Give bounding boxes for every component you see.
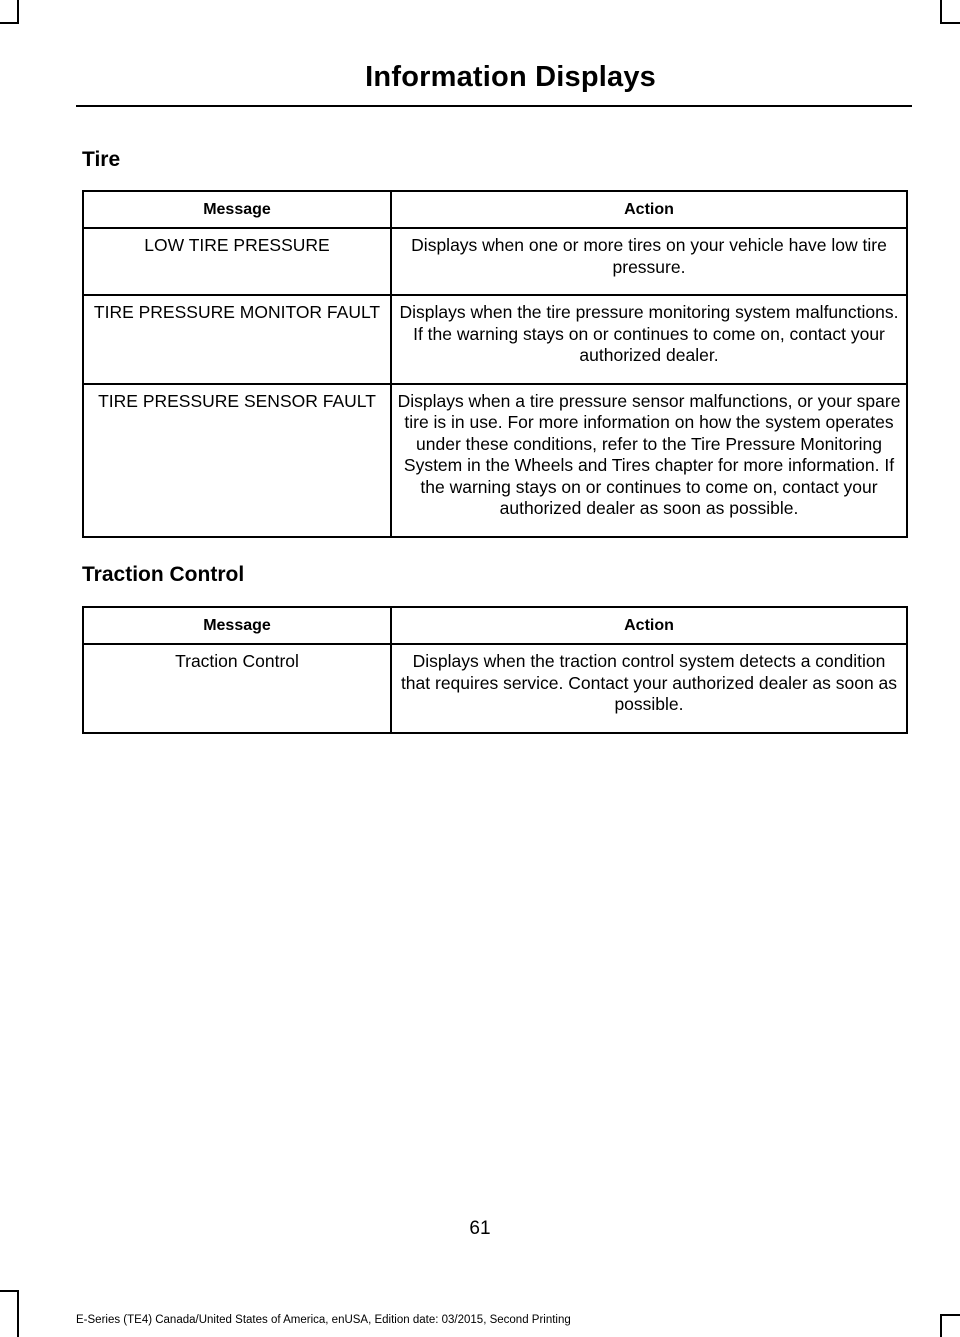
action-cell: Displays when one or more tires on your vehicle have low tire pressure. bbox=[391, 228, 907, 295]
crop-mark-bottom-right-vertical bbox=[940, 1314, 942, 1337]
message-cell: Traction Control bbox=[83, 644, 391, 733]
traction-control-message-table bbox=[82, 606, 908, 734]
column-header-message: Message bbox=[83, 191, 391, 228]
table-header-row bbox=[83, 607, 907, 644]
message-cell: LOW TIRE PRESSURE bbox=[83, 228, 391, 295]
crop-mark-bottom-left-vertical bbox=[17, 1290, 19, 1337]
action-cell: Displays when the traction control system detects a condition that requires service. Contact your authorized dealer as soon as possible. bbox=[391, 644, 907, 733]
section-heading-tire: Tire bbox=[82, 148, 121, 171]
column-header-message: Message bbox=[83, 607, 391, 644]
header-divider bbox=[76, 105, 912, 107]
table-row bbox=[83, 644, 907, 733]
crop-mark-top-right-horizontal bbox=[940, 22, 960, 24]
tire-message-table bbox=[82, 190, 908, 538]
table-row bbox=[83, 384, 907, 537]
table-row bbox=[83, 295, 907, 384]
crop-mark-bottom-right-horizontal bbox=[940, 1314, 960, 1316]
crop-mark-top-left-horizontal bbox=[0, 22, 19, 24]
table-row bbox=[83, 228, 907, 295]
action-cell: Displays when a tire pressure sensor malfunctions, or your spare tire is in use. For more information on how the system operates under these conditions, refer to the Tire Pressure Monitoring System in the Wheels and Tires chapter for more information. If the warning stays on or continues to come on, contact your authorized dealer as soon as possible. bbox=[391, 384, 907, 537]
crop-mark-top-right-vertical bbox=[940, 0, 942, 24]
message-cell: TIRE PRESSURE MONITOR FAULT bbox=[83, 295, 391, 384]
message-cell: TIRE PRESSURE SENSOR FAULT bbox=[83, 384, 391, 537]
page-number: 61 bbox=[469, 1218, 491, 1239]
column-header-action: Action bbox=[391, 607, 907, 644]
crop-mark-top-left-vertical bbox=[17, 0, 19, 24]
edition-footer: E-Series (TE4) Canada/United States of America, enUSA, Edition date: 03/2015, Second Printing bbox=[76, 1314, 571, 1326]
column-header-action: Action bbox=[391, 191, 907, 228]
table-header-row bbox=[83, 191, 907, 228]
action-cell: Displays when the tire pressure monitoring system malfunctions. If the warning stays on or continues to come on, contact your authorized dealer. bbox=[391, 295, 907, 384]
crop-mark-bottom-left-horizontal bbox=[0, 1290, 19, 1292]
section-heading-traction-control: Traction Control bbox=[82, 563, 245, 586]
page-title: Information Displays bbox=[365, 61, 656, 93]
